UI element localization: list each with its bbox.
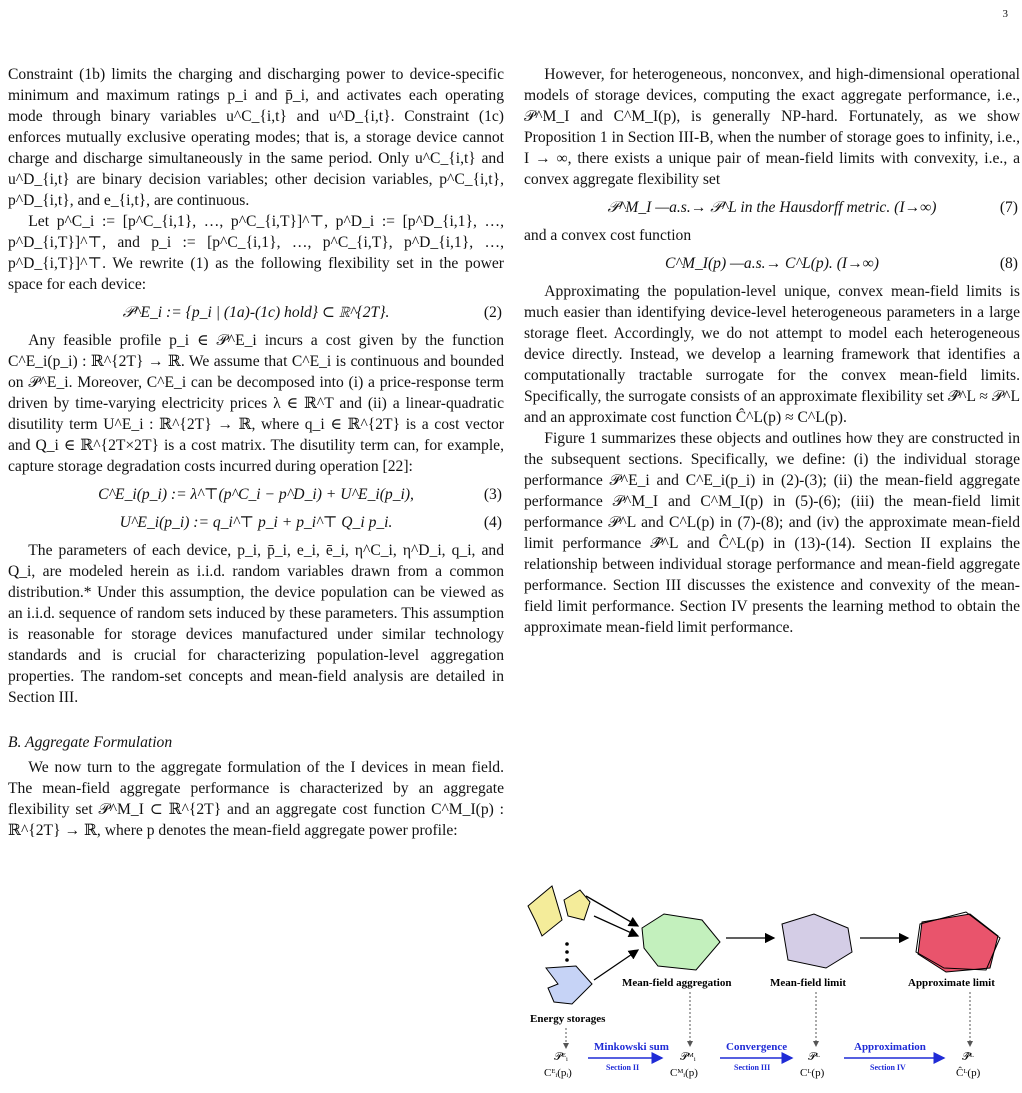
equation-number: (3): [483, 486, 502, 503]
storage-shape-yellow-2: [564, 890, 590, 920]
arrow: [594, 916, 638, 936]
paragraph: Approximating the population-level unique, convex mean-field limits is much easier than identifying device-level heterogeneous parameters in a large storage fleet. Accordingly, we do not attempt to model each heterogeneous device directly. Instead, we develop a learning framework that identifies a computationally tractable surrogate for the convex mean-field limits. Specifically, the surrogate consists of an approximate flexibility set 𝒫̂^L ≈ 𝒫^L and an approximate cost function Ĉ^L(p) ≈ C^L(p).: [524, 283, 1020, 426]
paragraph: Let p^C_i := [p^C_{i,1}, …, p^C_{i,T}]^⊤, p^D_i := [p^D_{i,1}, …, p^D_{i,T}]^⊤, and p_i := [p^C_{i,1}, …, p^C_{i,T}, p^D_{i,1}, …, p^D_{i,T}]^⊤. We rewrite (1) as the following flexibility set in the power space for each device:: [8, 213, 504, 293]
aggregation-set-shape: [642, 914, 720, 970]
ellipsis-dot: [565, 958, 569, 962]
label-approximate-limit: Approximate limit: [908, 977, 995, 989]
symbol-m-set: 𝒫ᴹᵢ: [680, 1051, 696, 1063]
label-mean-field-aggregation: Mean-field aggregation: [622, 977, 732, 989]
paragraph: and a convex cost function: [524, 227, 692, 244]
equation-3: [8, 484, 504, 505]
symbol-l-set: 𝒫ᴸ: [808, 1051, 821, 1063]
right-column: [524, 64, 1020, 638]
equation-7: [524, 197, 1020, 218]
limit-set-shape: [782, 914, 852, 968]
equation-number: (7): [999, 199, 1018, 216]
equation-4: [8, 512, 504, 533]
equation-number: (2): [483, 304, 502, 321]
paragraph: The parameters of each device, p_i, p̄_i, e_i, ē_i, η^C_i, η^D_i, q_i, and Q_i, are modeled herein as i.i.d. random variables drawn from a common distribution.* Under this assumption, the device population can be viewed as an i.i.d. sequence of random sets induced by these parameters. This assumption is reasonable for storage devices manufactured under similar technology standards and is crucial for characterizing population-level aggregation properties. The random-set concepts and mean-field analysis are detailed in Section III.: [8, 542, 504, 706]
approx-limit-shape: [918, 914, 998, 972]
equation-2: [8, 302, 504, 323]
paragraph: Any feasible profile p_i ∈ 𝒫^E_i incurs a cost given by the function C^E_i(p_i) : ℝ^{2T} → ℝ. We assume that C^E_i is continuous and bounded on 𝒫^E_i. Moreover, C^E_i can be decomposed into (i) a price-response term driven by time-varying electricity prices λ ∈ ℝ^T and (ii) a linear-quadratic disutility term U^E_i : ℝ^{2T} → ℝ, where q_i ∈ ℝ^{2T} is a cost vector and Q_i ∈ ℝ^{2T×2T} is a cost matrix. The disutility term can, for example, capture storage degradation costs incurred during operation [22]:: [8, 332, 504, 475]
equation-body: 𝒫^M_I —a.s.→ 𝒫^L in the Hausdorff metric. (I→∞): [607, 199, 937, 216]
equation-number: (4): [483, 514, 502, 531]
equation-body: C^E_i(p_i) := λ^⊤(p^C_i − p^D_i) + U^E_i(p_i),: [98, 486, 414, 503]
paragraph: We now turn to the aggregate formulation of the I devices in mean field. The mean-field aggregate performance is characterized by an aggregate flexibility set 𝒫^M_I ⊂ ℝ^{2T} and an aggregate cost function C^M_I(p) : ℝ^{2T} → ℝ, where p denotes the mean-field aggregate power profile:: [8, 759, 504, 839]
section-heading: B. Aggregate Formulation: [8, 734, 173, 751]
symbol-a-cost: Ĉᴸ(p): [956, 1067, 981, 1079]
op-convergence: Convergence: [726, 1041, 788, 1053]
figure-1: [524, 876, 1020, 1086]
op-minkowski-section: Section II: [606, 1063, 640, 1072]
symbol-e-set: 𝒫ᴱᵢ: [554, 1051, 568, 1063]
symbol-m-cost: Cᴹᵢ(p): [670, 1067, 698, 1079]
ellipsis-dot: [565, 942, 569, 946]
equation-8: [524, 253, 1020, 274]
symbol-e-cost: Cᴱᵢ(pᵢ): [544, 1067, 572, 1079]
paragraph: Figure 1 summarizes these objects and outlines how they are constructed in the subsequent sections. Specifically, we define: (i) the individual storage performance 𝒫^E_i and C^E_i(p_i) in (2)-(3); (ii) the mean-field aggregate performance 𝒫^M_I and C^M_I(p) in (5)-(6); (iii) the mean-field limit performance 𝒫^L and C^L(p) in (7)-(8); and (iv) the approximate mean-field limit performance 𝒫̂^L and Ĉ^L(p) in (13)-(14). Section II explains the relationship between individual storage performance and mean-field aggregate performance. Section III discusses the existence and convexity of the mean-field limit performance. Section IV presents the learning method to obtain the approximate mean-field limit performance.: [524, 430, 1020, 636]
arrow: [594, 950, 638, 980]
equation-body: 𝒫^E_i := {p_i | (1a)-(1c) hold} ⊂ ℝ^{2T}.: [122, 304, 390, 321]
page-number: 3: [1002, 8, 1008, 20]
symbol-a-set: 𝒫̂ᴸ: [962, 1051, 975, 1063]
paragraph: Constraint (1b) limits the charging and discharging power to device-specific minimum and maximum ratings p_i and p̄_i, and activates each operating mode through binary variables u^C_{i,t} and u^D_{i,t}. Constraint (1c) enforces mutually exclusive operating modes; that is, a storage device cannot charge and discharge simultaneously in the same period. Only u^C_{i,t} and u^D_{i,t} are binary decision variables; other decision variables, p^C_{i,t}, p^D_{i,t}, and e_{i,t}, are continuous.: [8, 66, 504, 209]
equation-body: U^E_i(p_i) := q_i^⊤ p_i + p_i^⊤ Q_i p_i.: [119, 514, 393, 531]
op-convergence-section: Section III: [734, 1063, 771, 1072]
label-energy-storages: Energy storages: [530, 1013, 606, 1025]
arrow: [586, 896, 638, 926]
paragraph: However, for heterogeneous, nonconvex, and high-dimensional operational models of storage devices, computing the exact aggregate performance, i.e., 𝒫^M_I and C^M_I(p), is generally NP-hard. Fortunately, as we show Proposition 1 in Section III-B, when the number of storage goes to infinity, i.e., I → ∞, there exists a unique pair of mean-field limits with convexity, i.e., a convex aggregate flexibility set: [524, 66, 1020, 188]
equation-number: (8): [999, 255, 1018, 272]
storage-shape-blue: [546, 966, 592, 1004]
label-mean-field-limit: Mean-field limit: [770, 977, 847, 989]
ellipsis-dot: [565, 950, 569, 954]
op-approximation-section: Section IV: [870, 1063, 906, 1072]
symbol-l-cost: Cᴸ(p): [800, 1067, 825, 1079]
equation-body: C^M_I(p) —a.s.→ C^L(p). (I→∞): [665, 255, 879, 272]
left-column: [8, 64, 504, 841]
storage-shape-yellow-1: [528, 886, 562, 936]
op-approximation: Approximation: [854, 1041, 926, 1053]
op-minkowski-sum: Minkowski sum: [594, 1041, 669, 1053]
